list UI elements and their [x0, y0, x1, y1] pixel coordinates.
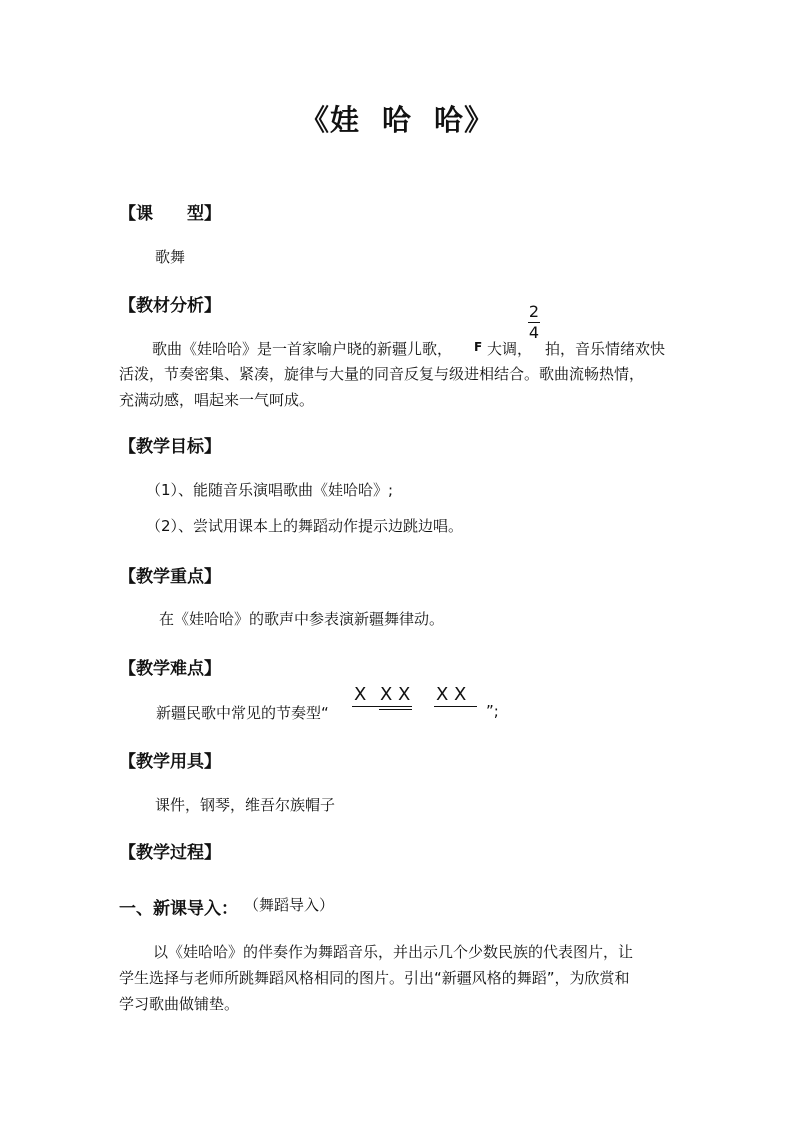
analysis-line-3: 充满动感，唱起来一气呵成。 — [119, 391, 315, 409]
analysis-key: F — [474, 340, 483, 354]
intro-line-2: 学生选择与老师所跳舞蹈风格相同的图片。引出“新疆风格的舞蹈”，为欣赏和 — [119, 969, 630, 987]
title-part-1: 《娃 — [299, 103, 360, 137]
intro-line-3: 学习歌曲做铺垫。 — [119, 995, 240, 1013]
section-heading-goals: 【教学目标】 — [119, 437, 221, 457]
time-signature — [527, 303, 541, 342]
rhythm-underline-1 — [352, 706, 412, 707]
section-heading-difficulty: 【教学难点】 — [119, 659, 221, 679]
intro-line-1: 以《娃哈哈》的伴奏作为舞蹈音乐，并出示几个少数民族的代表图片，让 — [153, 943, 634, 961]
type-content: 歌舞 — [155, 248, 186, 266]
section-heading-type: 【课 型】 — [119, 204, 221, 224]
difficulty-prefix: 新疆民歌中常见的节奏型“ — [156, 704, 329, 722]
focus-content: 在《娃哈哈》的歌声中参表演新疆舞律动。 — [159, 610, 445, 628]
rhythm-note-2: X X — [380, 684, 411, 705]
section-heading-process: 【教学过程】 — [119, 843, 221, 863]
analysis-line-1c: 拍，音乐情绪欢快 — [545, 340, 666, 358]
goal-item-1: （1）、能随音乐演唱歌曲《娃哈哈》; — [146, 481, 394, 499]
difficulty-suffix: ”; — [486, 702, 499, 720]
analysis-line-1b: 大调， — [487, 340, 533, 358]
rhythm-underline-3 — [434, 706, 477, 707]
document-title — [0, 98, 794, 139]
title-part-3: 哈》 — [434, 103, 495, 137]
section-heading-analysis: 【教材分析】 — [119, 296, 221, 316]
analysis-line-2: 活泼，节奏密集、紧凑，旋律与大量的同音反复与级进相结合。歌曲流畅热情， — [119, 365, 645, 383]
section-heading-tools: 【教学用具】 — [119, 752, 221, 772]
intro-note: （舞蹈导入） — [244, 896, 335, 914]
tools-content: 课件，钢琴，维吾尔族帽子 — [155, 796, 336, 814]
time-signature-top: 2 — [528, 302, 540, 321]
analysis-line-1a: 歌曲《娃哈哈》是一首家喻户晓的新疆儿歌， — [152, 340, 453, 358]
subsection-heading-intro: 一、新课导入： — [119, 899, 238, 919]
goal-item-2: （2）、尝试用课本上的舞蹈动作提示边跳边唱。 — [146, 517, 464, 535]
rhythm-note-3: X X — [436, 684, 467, 705]
time-signature-bottom: 4 — [528, 323, 540, 342]
rhythm-note-1: X — [354, 684, 367, 705]
title-part-2: 哈 — [381, 103, 412, 137]
rhythm-underline-2 — [379, 709, 412, 710]
section-heading-focus: 【教学重点】 — [119, 567, 221, 587]
